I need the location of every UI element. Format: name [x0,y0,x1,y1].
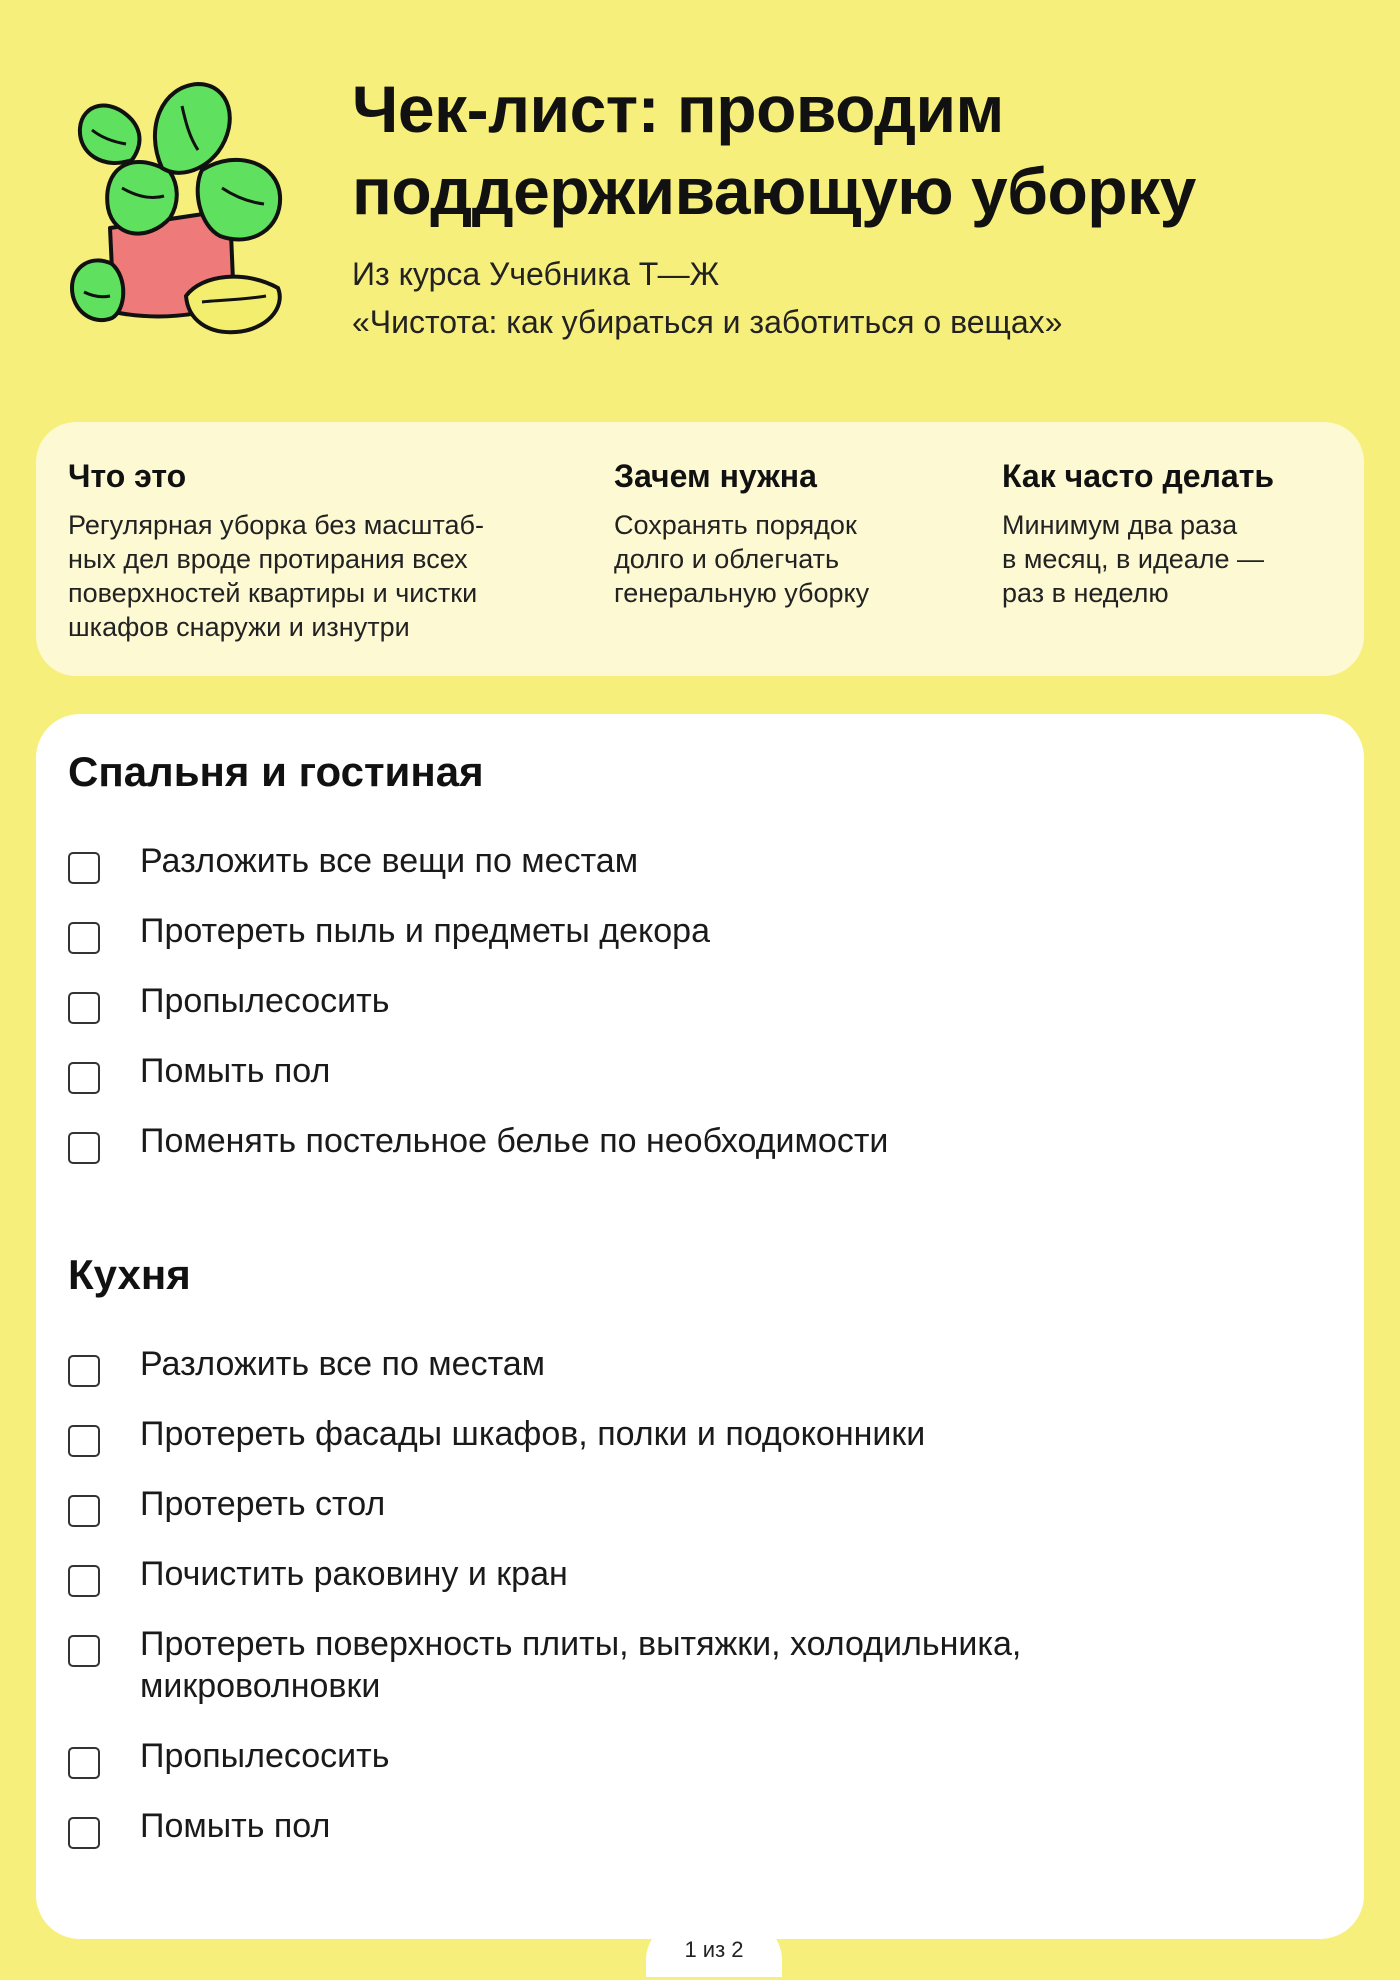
list-item-text: Пропылесосить [140,1737,390,1775]
info-what [68,456,568,644]
title-line-2: поддерживающую уборку [352,154,1196,228]
potted-plant-icon [52,78,292,338]
list-item-text: Разложить все по местам [140,1345,546,1383]
info-how-often-text: Минимум два раза в месяц, в идеале — раз в неделю [1002,510,1264,608]
checkbox[interactable] [68,1132,100,1164]
section-title-kitchen: Кухня [68,1251,191,1298]
list-item-text: Пропылесосить [140,982,390,1020]
checkbox[interactable] [68,1635,100,1667]
subtitle-line-1: Из курса Учебника Т—Ж [352,256,720,292]
list-item-text: Протереть стол [140,1485,386,1523]
checkbox[interactable] [68,1355,100,1387]
info-why-text: Сохранять порядок долго и облегчать генеральную уборку [614,510,870,608]
checkbox[interactable] [68,922,100,954]
list-item-text: Протереть фасады шкафов, полки и подоконники [140,1415,926,1453]
checkbox[interactable] [68,1747,100,1779]
info-what-heading: Что это [68,458,187,494]
info-what-text: Регулярная уборка без масштаб- ных дел вроде протирания всех поверхностей квартиры и чистки шкафов снаружи и изнутри [68,510,484,642]
page-header [0,0,1400,410]
list-item-text: Почистить раковину и кран [140,1555,568,1593]
list-item-text: Протереть пыль и предметы декора [140,912,710,950]
page-indicator: 1 из 2 [646,1920,782,1977]
section-title-bedroom: Спальня и гостиная [68,748,484,795]
checkbox[interactable] [68,992,100,1024]
info-panel [36,422,1364,676]
checkbox[interactable] [68,852,100,884]
subtitle-line-2: «Чистота: как убираться и заботиться о вещах» [352,304,1063,340]
info-how-often-heading: Как часто делать [1002,458,1275,494]
checkbox[interactable] [68,1817,100,1849]
checkbox[interactable] [68,1565,100,1597]
info-why [614,456,944,610]
info-why-heading: Зачем нужна [614,458,817,494]
checklist-card [36,714,1364,1939]
list-item-text: Помыть пол [140,1052,331,1090]
list-item-text: Помыть пол [140,1807,331,1845]
list-item-text: Протереть поверхность плиты, вытяжки, холодильника, микроволновки [140,1625,1022,1705]
page-title [352,68,1196,232]
title-line-1: Чек-лист: проводим [352,72,1004,146]
checkbox[interactable] [68,1495,100,1527]
info-how-often [1002,456,1342,610]
list-item-text: Поменять постельное белье по необходимости [140,1122,889,1160]
page-subtitle [352,250,1062,346]
checkbox[interactable] [68,1062,100,1094]
checkbox[interactable] [68,1425,100,1457]
list-item-text: Разложить все вещи по местам [140,842,639,880]
